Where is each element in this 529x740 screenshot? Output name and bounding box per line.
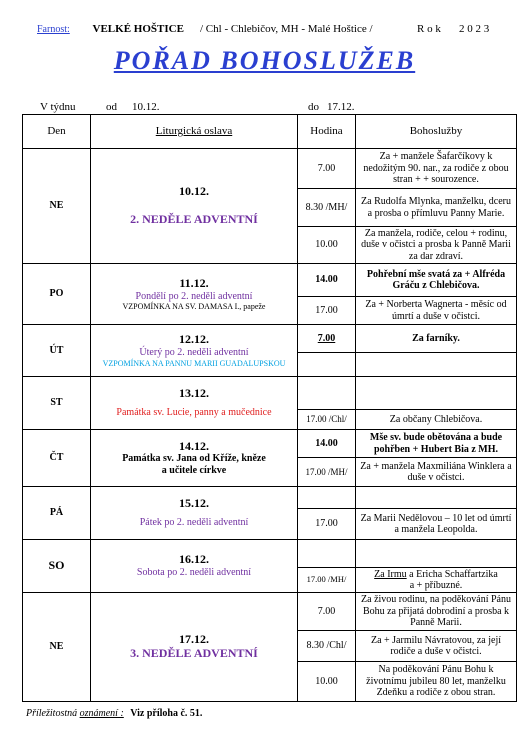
- liturgy-name: Pondělí po 2. neděli adventní: [135, 290, 253, 302]
- service-text-2: a + příbuzné.: [409, 580, 463, 591]
- service-cell: Za občany Chlebičova.: [356, 410, 517, 430]
- schedule-table: [22, 114, 517, 702]
- time-cell-empty: [298, 353, 356, 377]
- service-name-underlined: Za Irmu: [374, 568, 407, 580]
- day-cell: ÚT: [23, 325, 91, 377]
- liturgy-memorial: VZPOMÍNKA NA SV. DAMASA I., papeže: [122, 302, 266, 312]
- liturgy-name: Památka sv. Jana od Kříže, kněze: [122, 453, 266, 465]
- day-cell: PÁ: [23, 487, 91, 540]
- service-cell: Mše sv. bude obětována a bude pohřben + Hubert Bia z MH.: [356, 430, 517, 458]
- time-cell: 7.00: [298, 593, 356, 631]
- time-cell: 17.00 /MH/: [298, 458, 356, 487]
- table-row: [23, 264, 517, 297]
- week-od: od: [106, 101, 117, 113]
- liturgy-name-2: a učitele církve: [161, 464, 227, 476]
- time-cell-empty: [298, 487, 356, 509]
- service-cell-empty: [356, 540, 517, 568]
- time-cell: 7.00: [298, 149, 356, 189]
- year-label: R o k: [417, 23, 441, 35]
- service-cell: Za manžela, rodiče, celou + rodinu, duše v očistci a prosba k Panně Marii za dar zdraví.: [356, 227, 517, 264]
- liturgy-name: Úterý po 2. neděli adventní: [139, 347, 249, 359]
- table-row: [23, 430, 517, 458]
- time-cell: 17.00 /MH/: [298, 568, 356, 593]
- year-value: 2 0 2 3: [459, 23, 490, 35]
- time-cell: 17.00 /Chl/: [298, 410, 356, 430]
- liturgy-cell: [91, 593, 298, 702]
- week-end: 17.12.: [327, 101, 355, 113]
- service-cell: Za Rudolfa Mlynka, manželku, dceru a prosba o přímluvu Panny Marie.: [356, 189, 517, 227]
- liturgy-cell: [91, 540, 298, 593]
- date-label: 15.12.: [179, 496, 209, 511]
- time-cell: 17.00: [298, 509, 356, 540]
- time-cell: 7.00: [298, 325, 356, 353]
- parish-header: [37, 23, 184, 35]
- service-cell: Za Marii Nedělovou – 10 let od úmrtí a manžela Leopolda.: [356, 509, 517, 540]
- liturgy-name: Pátek po 2. neděli adventní: [139, 517, 249, 529]
- table-row: [23, 377, 517, 410]
- date-label: 10.12.: [179, 184, 209, 199]
- day-cell: NE: [23, 149, 91, 264]
- table-row: [23, 325, 517, 353]
- week-prefix: V týdnu: [40, 101, 76, 113]
- service-text: a Ericha Schaffartzika: [409, 568, 498, 580]
- parish-name: VELKÉ HOŠTICE: [92, 23, 184, 35]
- footer-note: [26, 708, 202, 719]
- date-label: 11.12.: [179, 275, 209, 290]
- table-row: [23, 540, 517, 568]
- time-cell: 10.00: [298, 227, 356, 264]
- service-cell: Za farníky.: [356, 325, 517, 353]
- day-cell: SO: [23, 540, 91, 593]
- date-label: 12.12.: [179, 332, 209, 347]
- date-label: 16.12.: [179, 552, 209, 567]
- time-cell: 8.30 /Chl/: [298, 631, 356, 662]
- week-do: do: [308, 101, 319, 113]
- service-cell: Za + Norberta Wagnerta - měsíc od úmrtí a duše v očistci.: [356, 297, 517, 325]
- liturgy-cell: [91, 487, 298, 540]
- parish-label: Farnost:: [37, 24, 70, 35]
- liturgy-name: 2. NEDĚLE ADVENTNÍ: [130, 212, 258, 226]
- date-label: 17.12.: [179, 632, 209, 647]
- service-cell-empty: [356, 487, 517, 509]
- date-label: 13.12.: [179, 386, 209, 401]
- liturgy-cell: [91, 430, 298, 487]
- day-cell: ČT: [23, 430, 91, 487]
- liturgy-cell: [91, 377, 298, 430]
- page-title: POŘAD BOHOSLUŽEB: [113, 46, 416, 75]
- table-row: [23, 149, 517, 189]
- time-cell: 8.30 /MH/: [298, 189, 356, 227]
- time-cell-empty: [298, 540, 356, 568]
- table-row: [23, 487, 517, 509]
- service-cell: Na poděkování Pánu Bohu k životnímu jubileu 80 let, manželku Zdeňku a rodiče z obou stran.: [356, 662, 517, 702]
- time-cell: 14.00: [298, 430, 356, 458]
- service-cell: Za + Jarmilu Návratovou, za její rodiče a duše v očistci.: [356, 631, 517, 662]
- col-oslava: Liturgická oslava: [91, 115, 298, 149]
- week-start: 10.12.: [132, 101, 160, 113]
- time-cell-empty: [298, 377, 356, 410]
- day-cell: NE: [23, 593, 91, 702]
- col-bohosluzby: Bohoslužby: [356, 115, 517, 149]
- table-header-row: [23, 115, 517, 149]
- time-cell: 10.00: [298, 662, 356, 702]
- col-den: Den: [23, 115, 91, 149]
- liturgy-memorial: VZPOMÍNKA NA PANNU MARII GUADALUPSKOU: [102, 358, 286, 368]
- service-cell: Za + manžele Šafarčíkovy k nedožitým 90. nar., za rodiče z obou stran + + sourozence.: [356, 149, 517, 189]
- liturgy-cell: [91, 325, 298, 377]
- service-cell: Za + manžela Maxmiliána Winklera a duše v očistci.: [356, 458, 517, 487]
- service-cell-empty: [356, 353, 517, 377]
- service-cell: [356, 568, 517, 593]
- service-cell: Pohřební mše svatá za + Alfréda Gráču z Chlebičova.: [356, 264, 517, 297]
- liturgy-cell: [91, 264, 298, 325]
- liturgy-cell: [91, 149, 298, 264]
- service-cell: Za živou rodinu, na poděkování Pánu Bohu za přijatá dobrodiní a prosba k Panně Marii.: [356, 593, 517, 631]
- liturgy-name: 3. NEDĚLE ADVENTNÍ: [130, 646, 258, 660]
- liturgy-name: Sobota po 2. neděli adventní: [136, 567, 252, 579]
- col-hodina: Hodina: [298, 115, 356, 149]
- time-cell: 14.00: [298, 264, 356, 297]
- locations-legend: / Chl - Chlebičov, MH - Malé Hoštice /: [200, 23, 373, 35]
- table-row: [23, 593, 517, 631]
- time-cell: 17.00: [298, 297, 356, 325]
- day-cell: ST: [23, 377, 91, 430]
- footer-label-2: oznámení :: [79, 708, 124, 719]
- day-cell: PO: [23, 264, 91, 325]
- date-label: 14.12.: [179, 438, 209, 453]
- liturgy-name: Památka sv. Lucie, panny a mučednice: [116, 407, 272, 419]
- footer-text: Viz příloha č. 51.: [130, 708, 203, 719]
- footer-label: Příležitostná: [26, 708, 78, 719]
- service-cell-empty: [356, 377, 517, 410]
